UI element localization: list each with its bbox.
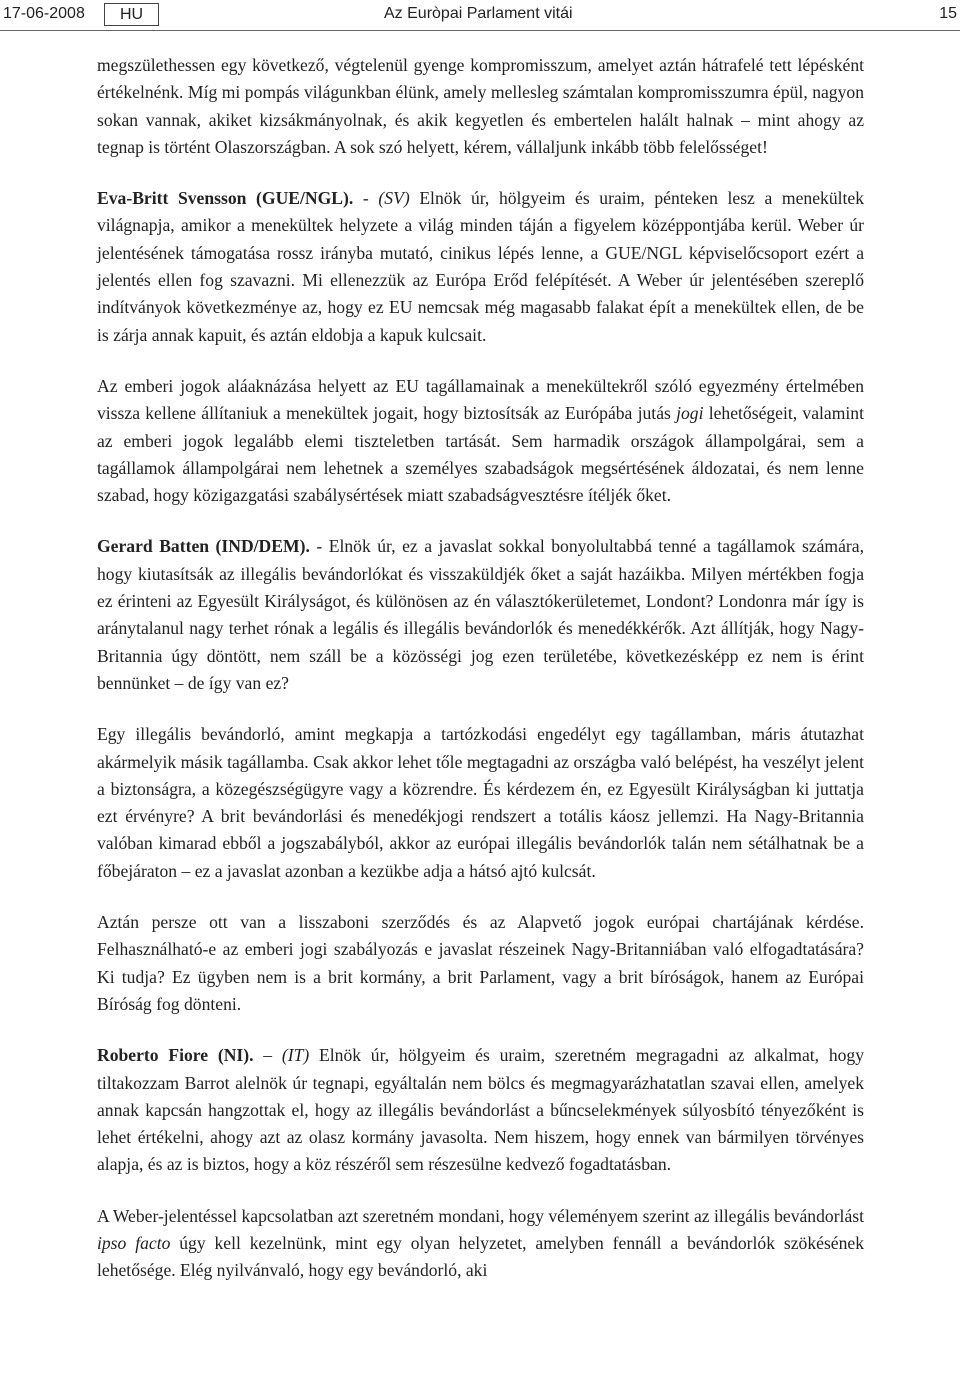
paragraph-6: [97, 909, 864, 1018]
paragraph-text: lehetőségeit, valamint az emberi jogok legalább elemi tiszteletben tartását. Sem harmadik országok állampolgárai, sem a tagállamok állampolgárai nem lehetnek a személyes szabadságok megsértésének áldozatai, és nem lenne szabad, hogy közigazgatási szabálysértések miatt szabadságvesztésre ítéljék őket.: [97, 403, 864, 506]
paragraph-5: [97, 721, 864, 885]
paragraph-3: [97, 373, 864, 509]
page-number: 15: [939, 5, 957, 22]
document-body: [97, 52, 864, 1285]
italic-term: ipso facto: [97, 1232, 171, 1253]
speaker-name: Eva-Britt Svensson (GUE/NGL).: [97, 188, 354, 209]
speaker-name: Gerard Batten (IND/DEM).: [97, 536, 310, 557]
paragraph-text: Aztán persze ott van a lisszaboni szerződés és az Alapvető jogok európai chartájának kérdése. Felhasználható-e az emberi jogi szabályozás e javaslat részeinek Nagy-Britanniában való elfogadtatására? Ki tudja? Ez ügyben nem is a brit kormány, a brit Parlament, vagy a brit bíróságok, hanem az Európai Bíróság fog dönteni.: [97, 912, 864, 1014]
paragraph-8: [97, 1203, 864, 1285]
paragraph-text: Elnök úr, hölgyeim és uraim, szeretném megragadni az alkalmat, hogy tiltakozzam Barrot alelnök úr tegnapi, egyáltalán nem bölcs és megmagyarázhatatlan szavai ellen, amelyek annak kapcsán hangzottak el, hogy az illegális bevándorlást a bűncselekmények súlyosbító tényezőként is lehet értékelni, ahogy azt az olasz kormány javasolta. Nem hiszem, hogy ennek van bármilyen törvényes alapja, és az is biztos, hogy a köz részéről sem részesülne kedvező fogadtatásban.: [97, 1045, 865, 1175]
paragraph-7: [97, 1042, 864, 1178]
language-code: (SV): [378, 188, 410, 209]
italic-term: jogi: [676, 403, 704, 424]
paragraph-text: Elnök úr, ez a javaslat sokkal bonyolultabbá tenné a tagállamok számára, hogy kiutasítsák az illegális bevándorlókat és visszaküldjék őket a saját hazáikba. Milyen mértékben fogja ez érinteni az Egyesült Királyságot, és különösen az én választókerületemet, Londont? Londonra már így is aránytalanul nagy terhet rónak a legális és illegális bevándorlók és menedékkérők. Azt állítják, hogy Nagy-Britannia úgy döntött, nem száll be a közösségi jog ezen területébe, következésképp ez nem is érint bennünket – de így van ez?: [97, 536, 864, 693]
paragraph-text: Elnök úr, hölgyeim és uraim, pénteken lesz a menekültek világnapja, amikor a menekültek helyzete a világ minden táján a figyelem középpontjába kerül. Weber úr jelentésének támogatása rossz irányba mutató, cinikus lépés lenne, a GUE/NGL képviselőcsoport ezért a jelentés ellen fog szavazni. Mi ellenezzük az Európa Erőd felépítését. A Weber úr jelentésében szereplő indítványok következménye az, hogy ez EU nemcsak még magasabb falakat épít a menekültek ellen, de be is zárja annak kapuit, és aztán eldobja a kapuk kulcsait.: [97, 188, 864, 345]
paragraph-1: [97, 52, 864, 161]
paragraph-text: úgy kell kezelnünk, mint egy olyan helyzetet, amelyben fennáll a bevándorlók szökésének lehetősége. Elég nyilvánvaló, hogy egy bevándorló, aki: [97, 1232, 864, 1281]
paragraph-text: Egy illegális bevándorló, amint megkapja a tartózkodási engedélyt egy tagállamban, máris átutazhat akármelyik másik tagállamba. Csak akkor lehet tőle megtagadni az országba való belépést, ha veszélyt jelent a biztonságra, a közegészségügyre vagy a közrendre. És kérdezem én, ez Egyesült Királyságban ki juttatja ezt érvényre? A brit bevándorlási és menedékjogi rendszert a totális káosz jellemzi. Ha Nagy-Britannia valóban kimarad ebből a jogszabályból, akkor az európai illegális bevándorlók talán nem sétálhatnak be a főbejáraton – ez a javaslat azonban a kezükbe adja a hátsó ajtó kulcsát.: [97, 724, 864, 881]
speaker-dash: -: [353, 188, 379, 209]
speaker-name: Roberto Fiore (NI).: [97, 1045, 254, 1066]
header-title: Az Euròpai Parlament vitái: [384, 5, 573, 22]
speaker-dash: -: [309, 536, 329, 557]
language-code: (IT): [281, 1045, 310, 1066]
language-badge: HU: [104, 3, 159, 26]
page-header: [0, 0, 960, 30]
paragraph-text: A Weber-jelentéssel kapcsolatban azt szeretném mondani, hogy véleményem szerint az illegális bevándorlást: [97, 1205, 864, 1226]
header-date: 17-06-2008: [3, 5, 85, 22]
paragraph-4: [97, 533, 864, 697]
speaker-dash: –: [253, 1045, 282, 1066]
paragraph-2: [97, 185, 864, 349]
header-rule: [0, 30, 960, 31]
paragraph-text: Az emberi jogok aláaknázása helyett az EU tagállamainak a menekültekről szóló egyezmény értelmében vissza kellene állítaniuk a menekültek jogait, hogy biztosítsák az Európába jutás: [97, 375, 864, 424]
paragraph-text: megszülethessen egy következő, végtelenül gyenge kompromisszum, amelyet aztán hátrafelé tett lépésként értékelnénk. Míg mi pompás világunkban élünk, amely mellesleg számtalan kompromisszumra épül, nagyon sokan vannak, akiket kizsákmányolnak, és akik kegyetlen és embertelen halált halnak – mint ahogy az tegnap is történt Olaszországban. A sok szó helyett, kérem, vállaljunk inkább több felelősséget!: [97, 55, 864, 157]
